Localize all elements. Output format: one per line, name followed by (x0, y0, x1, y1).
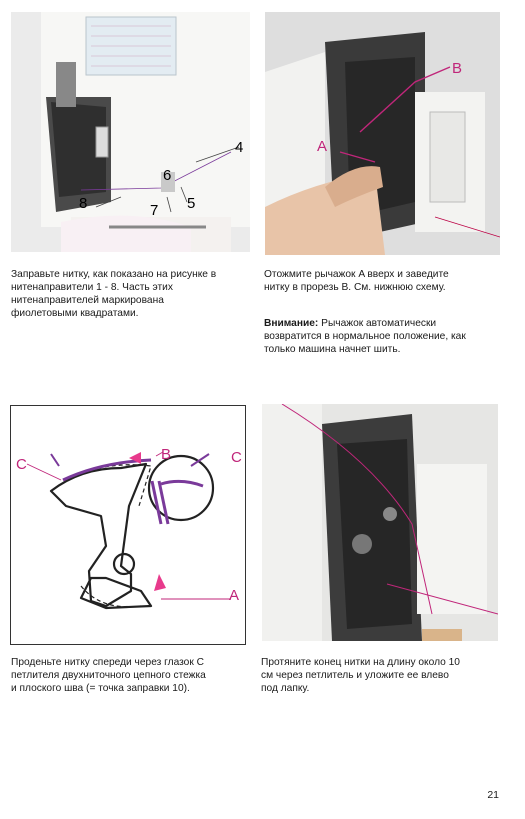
page-number: 21 (487, 789, 499, 801)
label-A: A (317, 138, 328, 155)
diagram-looper-threading (10, 405, 246, 645)
caption-panel1: Заправьте нитку, как показано на рисунке в нитенаправители 1 - 8. Часть этих нитенаправителей маркирована фиолетовыми квадратами. (11, 268, 251, 320)
caption-panel4: Протяните конец нитки на длину около 10 см через петлитель и уложите ее влево под лапку. (261, 657, 460, 694)
label-C-left: C (16, 456, 27, 473)
note-panel2: Внимание: Рычажок автоматически возвратится в нормальное положение, как только машина начнет шить. (264, 318, 466, 355)
label-B: B (452, 60, 463, 77)
caption-panel3: Проденьте нитку спереди через глазок C петлителя двухниточного цепного стежка и плоского шва (= точка заправки 10). (11, 657, 206, 694)
label-C-right: C (231, 449, 242, 466)
caption-panel1-line2: нитенаправители 1 - 8. Часть этих (11, 282, 173, 293)
label-6: 6 (163, 167, 172, 184)
label-4: 4 (235, 139, 244, 156)
photo-serger-threading-overview (11, 12, 250, 252)
caption-panel2: Отожмите рычажок A вверх и заведите нитку в прорезь B. См. нижнюю схему. (264, 269, 449, 293)
label-8: 8 (79, 195, 88, 212)
note-label: Внимание: (264, 318, 319, 329)
photo-thread-under-foot (262, 404, 498, 641)
label-A-diagram: A (229, 587, 240, 604)
label-B-diagram: B (161, 446, 172, 463)
note-text: Рычажок автоматически (318, 318, 437, 329)
label-7: 7 (150, 202, 159, 219)
label-5: 5 (187, 195, 196, 212)
photo-looper-lever (265, 12, 500, 255)
